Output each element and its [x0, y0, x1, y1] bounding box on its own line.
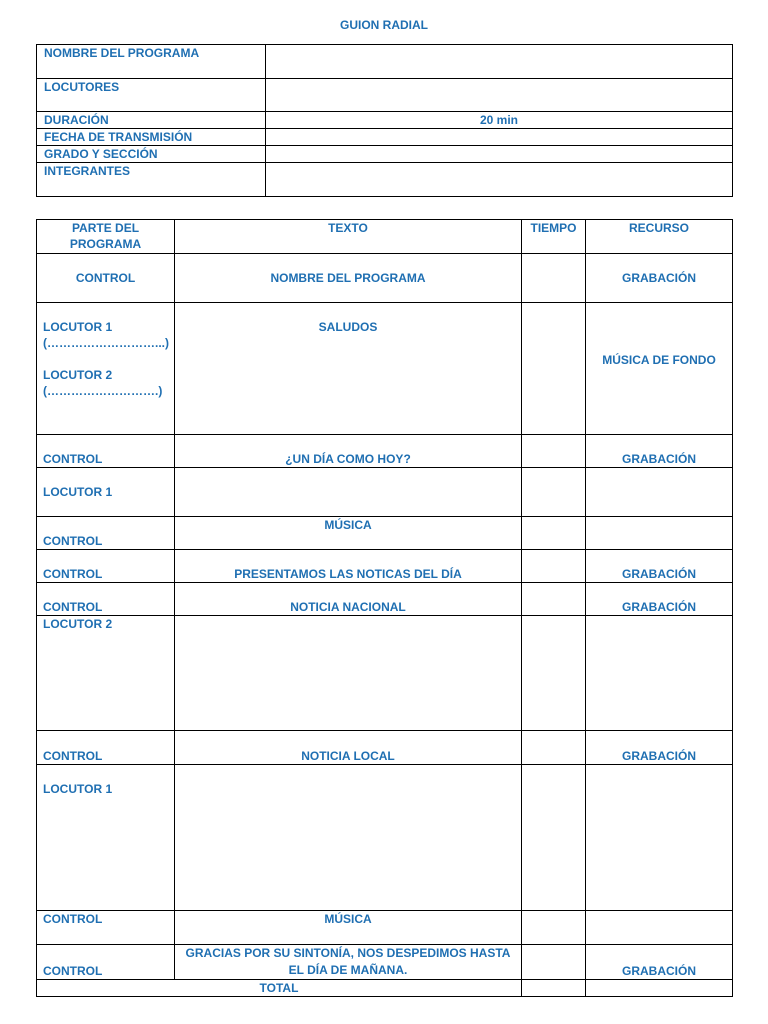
- row-text[interactable]: [175, 765, 522, 911]
- info-row: [37, 79, 733, 112]
- row-part: CONTROL: [37, 550, 175, 583]
- row-resource: GRABACIÓN: [586, 550, 733, 583]
- row-time[interactable]: [522, 550, 586, 583]
- info-value-announcers[interactable]: [266, 79, 733, 112]
- info-row: [37, 112, 733, 129]
- row-part: LOCUTOR 2: [37, 616, 175, 731]
- script-table: [36, 219, 733, 997]
- row-text: NOMBRE DEL PROGRAMA: [175, 254, 522, 303]
- script-row: [37, 616, 733, 731]
- row-time[interactable]: [522, 468, 586, 517]
- row-part: CONTROL: [37, 583, 175, 616]
- row-text: PRESENTAMOS LAS NOTICAS DEL DÍA: [175, 550, 522, 583]
- header-part: PARTE DEL PROGRAMA: [37, 220, 175, 254]
- announcer-2-label: LOCUTOR 2: [43, 368, 113, 382]
- header-resource: RECURSO: [586, 220, 733, 254]
- row-time[interactable]: [522, 254, 586, 303]
- row-resource: GRABACIÓN: [586, 435, 733, 468]
- info-row: [37, 45, 733, 79]
- announcer-1-label: LOCUTOR 1: [43, 320, 113, 334]
- row-part: LOCUTOR 1: [37, 765, 175, 911]
- script-row: [37, 435, 733, 468]
- row-time[interactable]: [522, 911, 586, 945]
- info-label-grade-section: GRADO Y SECCIÓN: [37, 146, 266, 163]
- script-row: [37, 550, 733, 583]
- row-time[interactable]: [522, 583, 586, 616]
- info-label-duration: DURACIÓN: [37, 112, 266, 129]
- row-text: ¿UN DÍA COMO HOY?: [175, 435, 522, 468]
- total-resource: [586, 980, 733, 997]
- row-resource[interactable]: [586, 616, 733, 731]
- row-resource: GRABACIÓN: [586, 945, 733, 980]
- row-text: NOTICIA LOCAL: [175, 731, 522, 765]
- row-time[interactable]: [522, 765, 586, 911]
- script-row: [37, 765, 733, 911]
- script-row: [37, 731, 733, 765]
- row-part: CONTROL: [37, 517, 175, 550]
- row-resource: GRABACIÓN: [586, 254, 733, 303]
- row-text[interactable]: [175, 616, 522, 731]
- row-text[interactable]: [175, 468, 522, 517]
- row-time[interactable]: [522, 303, 586, 435]
- total-label: TOTAL: [37, 980, 522, 997]
- info-row: [37, 163, 733, 197]
- row-time[interactable]: [522, 435, 586, 468]
- info-label-program-name: NOMBRE DEL PROGRAMA: [37, 45, 266, 79]
- document-title: GUION RADIAL: [340, 18, 428, 32]
- row-resource[interactable]: [586, 765, 733, 911]
- header-time: TIEMPO: [522, 220, 586, 254]
- row-resource: MÚSICA DE FONDO: [586, 303, 733, 435]
- row-part: LOCUTOR 1: [37, 468, 175, 517]
- row-text: SALUDOS: [175, 303, 522, 435]
- script-header-row: [37, 220, 733, 254]
- announcer-2-name-blank: (……………………….): [43, 384, 163, 398]
- row-text: MÚSICA: [175, 911, 522, 945]
- info-value-duration[interactable]: 20 min: [266, 112, 733, 129]
- row-resource: GRABACIÓN: [586, 731, 733, 765]
- total-row: [37, 980, 733, 997]
- row-resource[interactable]: [586, 517, 733, 550]
- script-row: [37, 303, 733, 435]
- row-part: CONTROL: [37, 945, 175, 980]
- info-value-grade-section[interactable]: [266, 146, 733, 163]
- row-text: NOTICIA NACIONAL: [175, 583, 522, 616]
- info-label-broadcast-date: FECHA DE TRANSMISIÓN: [37, 129, 266, 146]
- row-resource[interactable]: [586, 468, 733, 517]
- row-resource: GRABACIÓN: [586, 583, 733, 616]
- row-time[interactable]: [522, 945, 586, 980]
- row-part: CONTROL: [37, 731, 175, 765]
- row-part: CONTROL: [37, 254, 175, 303]
- script-row: [37, 911, 733, 945]
- script-row: [37, 583, 733, 616]
- row-text: GRACIAS POR SU SINTONÍA, NOS DESPEDIMOS HASTA EL DÍA DE MAÑANA.: [175, 945, 522, 980]
- info-value-program-name[interactable]: [266, 45, 733, 79]
- row-text: MÚSICA: [175, 517, 522, 550]
- announcer-1-name-blank: (………………………...): [43, 336, 169, 350]
- info-value-broadcast-date[interactable]: [266, 129, 733, 146]
- info-label-announcers: LOCUTORES: [37, 79, 266, 112]
- info-row: [37, 129, 733, 146]
- script-row: [37, 945, 733, 980]
- program-info-table: [36, 44, 733, 197]
- header-text: TEXTO: [175, 220, 522, 254]
- info-label-members: INTEGRANTES: [37, 163, 266, 197]
- row-time[interactable]: [522, 616, 586, 731]
- info-row: [37, 146, 733, 163]
- row-part: CONTROL: [37, 911, 175, 945]
- script-row: [37, 517, 733, 550]
- total-time[interactable]: [522, 980, 586, 997]
- row-part: CONTROL: [37, 435, 175, 468]
- row-part: [37, 303, 175, 435]
- row-resource[interactable]: [586, 911, 733, 945]
- script-row: [37, 468, 733, 517]
- script-row: [37, 254, 733, 303]
- info-value-members[interactable]: [266, 163, 733, 197]
- row-time[interactable]: [522, 517, 586, 550]
- row-time[interactable]: [522, 731, 586, 765]
